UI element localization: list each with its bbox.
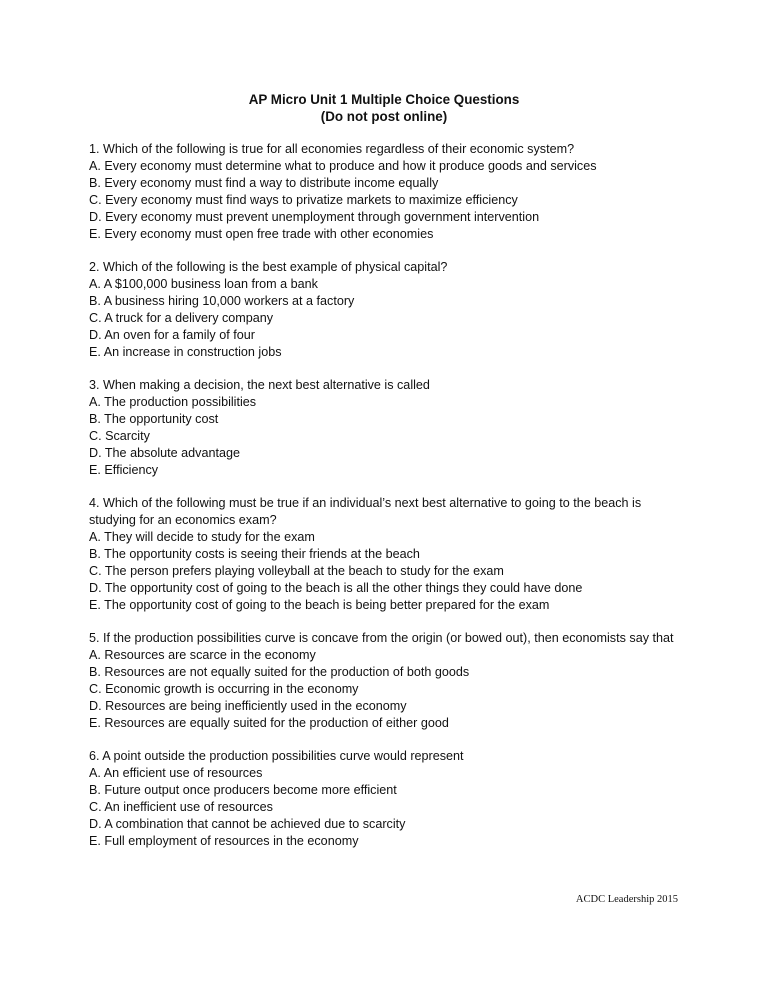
question-stem: 2. Which of the following is the best example of physical capital? — [89, 260, 448, 274]
answer-option: A. Every economy must determine what to produce and how it produce goods and services — [89, 159, 597, 173]
question-stem: 5. If the production possibilities curve is concave from the origin (or bowed out), then economists say that — [89, 631, 674, 645]
answer-option: D. The opportunity cost of going to the beach is all the other things they could have done — [89, 581, 583, 595]
answer-option: C. The person prefers playing volleyball at the beach to study for the exam — [89, 564, 504, 578]
title-block — [0, 91, 768, 125]
answer-option: C. Economic growth is occurring in the economy — [89, 682, 359, 696]
answer-option: C. A truck for a delivery company — [89, 311, 274, 325]
answer-option: B. Resources are not equally suited for the production of both goods — [89, 665, 470, 679]
question-1 — [89, 141, 689, 243]
question-3 — [89, 377, 689, 479]
answer-option: D. Every economy must prevent unemployment through government intervention — [89, 210, 540, 224]
question-stem: 4. Which of the following must be true if an individual’s next best alternative to going to the beach is studying for an economics exam? — [89, 496, 642, 527]
answer-option: D. A combination that cannot be achieved due to scarcity — [89, 817, 406, 831]
answer-option: E. Every economy must open free trade with other economies — [89, 227, 434, 241]
document-subtitle: (Do not post online) — [320, 109, 448, 124]
answer-option: E. The opportunity cost of going to the beach is being better prepared for the exam — [89, 598, 550, 612]
question-6 — [89, 748, 689, 850]
answer-option: A. Resources are scarce in the economy — [89, 648, 316, 662]
answer-option: B. The opportunity cost — [89, 412, 219, 426]
question-2 — [89, 259, 689, 361]
answer-option: A. They will decide to study for the exam — [89, 530, 315, 544]
answer-option: E. An increase in construction jobs — [89, 345, 282, 359]
answer-option: B. Every economy must find a way to distribute income equally — [89, 176, 439, 190]
answer-option: B. A business hiring 10,000 workers at a factory — [89, 294, 355, 308]
answer-option: D. The absolute advantage — [89, 446, 241, 460]
document-title: AP Micro Unit 1 Multiple Choice Questions — [248, 92, 520, 107]
answer-option: D. An oven for a family of four — [89, 328, 255, 342]
question-5 — [89, 630, 689, 732]
answer-option: B. The opportunity costs is seeing their friends at the beach — [89, 547, 420, 561]
answer-option: A. An efficient use of resources — [89, 766, 263, 780]
question-stem: 1. Which of the following is true for all economies regardless of their economic system? — [89, 142, 575, 156]
answer-option: B. Future output once producers become more efficient — [89, 783, 397, 797]
answer-option: A. A $100,000 business loan from a bank — [89, 277, 318, 291]
answer-option: E. Full employment of resources in the economy — [89, 834, 359, 848]
question-list — [89, 141, 689, 866]
answer-option: C. Every economy must find ways to privatize markets to maximize efficiency — [89, 193, 518, 207]
question-stem: 3. When making a decision, the next best alternative is called — [89, 378, 430, 392]
answer-option: C. Scarcity — [89, 429, 150, 443]
question-4 — [89, 495, 689, 614]
page-footer: ACDC Leadership 2015 — [575, 894, 678, 905]
question-stem: 6. A point outside the production possibilities curve would represent — [89, 749, 464, 763]
answer-option: E. Resources are equally suited for the production of either good — [89, 716, 449, 730]
answer-option: D. Resources are being inefficiently used in the economy — [89, 699, 407, 713]
answer-option: A. The production possibilities — [89, 395, 257, 409]
answer-option: C. An inefficient use of resources — [89, 800, 273, 814]
answer-option: E. Efficiency — [89, 463, 159, 477]
